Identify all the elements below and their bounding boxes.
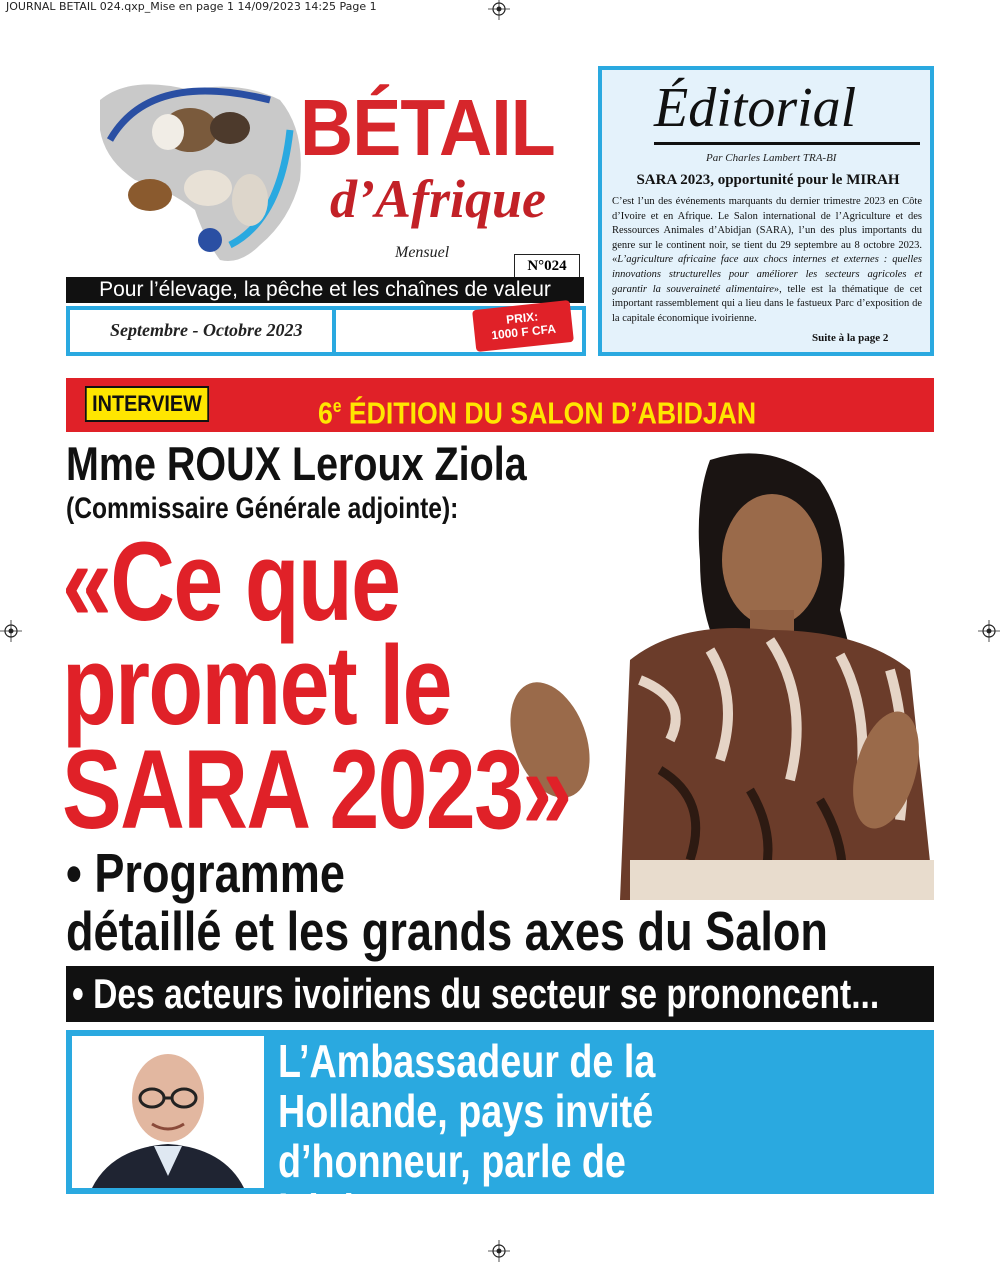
- editorial-author: Par Charles Lambert TRA-BI: [706, 152, 837, 164]
- editorial-title: Éditorial: [654, 77, 857, 139]
- ambassador-headline: L’Ambassadeur de la Hollande, pays invité d’honneur, parle de l’évènement: [278, 1035, 656, 1237]
- editorial-body-text-end: », telle est la thématique de cet important rassemblement qui a lieu dans le fastueux Parc d’exposition de la capitale économique ivoirienne.: [612, 283, 922, 324]
- masthead-subtitle: d’Afrique: [330, 169, 546, 229]
- registration-mark-icon: [978, 620, 1000, 642]
- edition-number: 6: [318, 395, 333, 431]
- registration-mark-icon: [0, 620, 22, 642]
- registration-mark-icon: [488, 1240, 510, 1262]
- editorial-theme-quote: L’agriculture africaine face aux chocs internes et externes : quelles innovations structurelles pour améliorer les secteurs agricoles et garantir la souveraineté alimentaire: [612, 254, 922, 295]
- issue-date: Septembre - Octobre 2023: [110, 320, 303, 340]
- editorial-body-text: C’est l’un des événements marquants du dernier trimestre 2023 en Côte d’Ivoire et en Afrique. Le Salon international de l’Agriculture et des Ressources Animales d’Abidjan (SARA), l’un des plus importants du genre sur le continent noir, se tient du 29 septembre au 8 octobre 2023. «: [612, 196, 922, 266]
- editorial-headline: SARA 2023, opportunité pour le MIRAH: [636, 172, 900, 188]
- continued-link[interactable]: Suite à la page 2: [812, 332, 889, 344]
- interviewee-name: Mme ROUX Leroux Ziola: [66, 437, 527, 490]
- editorial-body: [612, 195, 922, 326]
- ambassador-photo: [72, 1036, 264, 1188]
- banner-title: [318, 386, 756, 433]
- registration-mark-icon: [488, 0, 510, 20]
- issue-number: N°024: [514, 254, 580, 278]
- print-slug: JOURNAL BETAIL 024.qxp_Mise en page 1 14/09/2023 14:25 Page 1: [6, 0, 377, 13]
- price-value: 1000 F CFA: [490, 321, 557, 343]
- bullet-acteurs: • Des acteurs ivoiriens du secteur se prononcent...: [72, 970, 880, 1017]
- frequency-label: Mensuel: [395, 244, 450, 261]
- bullet-programme: • Programme: [66, 842, 345, 904]
- bullet-programme-cont: détaillé et les grands axes du Salon: [66, 900, 828, 962]
- edition-suffix: e: [332, 396, 342, 416]
- tagline: Pour l’élevage, la pêche et les chaînes de valeur: [66, 277, 584, 303]
- edition-title: ÉDITION DU SALON D’ABIDJAN: [341, 395, 757, 431]
- interview-tag: INTERVIEW: [85, 386, 209, 422]
- interviewee-role: (Commissaire Générale adjointe):: [66, 492, 459, 525]
- editorial-rule: [654, 142, 920, 145]
- price-label: PRIX:: [505, 309, 539, 327]
- main-quote-headline: «Ce que promet le SARA 2023»: [62, 519, 571, 852]
- masthead-title: BÉTAIL: [300, 83, 555, 172]
